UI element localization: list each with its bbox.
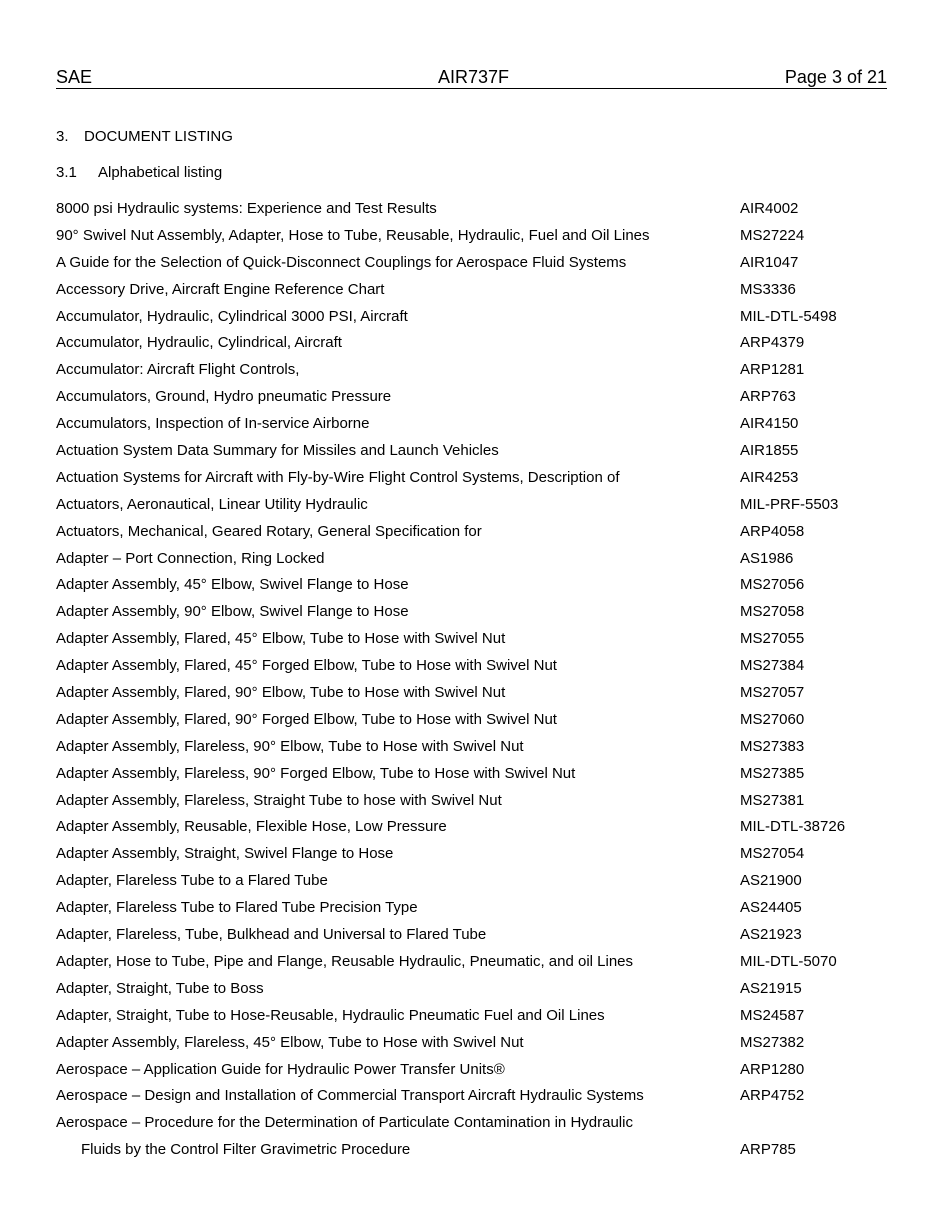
- document-title: Actuation System Data Summary for Missiles and Launch Vehicles: [56, 442, 499, 460]
- document-code: ARP1280: [740, 1060, 805, 1078]
- document-title: A Guide for the Selection of Quick-Disconnect Couplings for Aerospace Fluid Systems: [56, 253, 627, 271]
- document-title: Fluids by the Control Filter Gravimetric Procedure: [81, 1141, 411, 1159]
- document-code: MS27057: [740, 684, 805, 702]
- listing-row: [56, 629, 887, 656]
- alphabetical-listing: [56, 199, 887, 1167]
- document-title: Adapter Assembly, Reusable, Flexible Hose, Low Pressure: [56, 818, 447, 836]
- document-code: MS27381: [740, 791, 805, 809]
- document-title: Adapter Assembly, Straight, Swivel Flange to Hose: [56, 845, 394, 863]
- listing-row: [56, 414, 887, 441]
- listing-row: [56, 683, 887, 710]
- listing-row: [56, 844, 887, 871]
- listing-row: [56, 280, 887, 307]
- document-title: Adapter Assembly, Flareless, Straight Tube to hose with Swivel Nut: [56, 791, 502, 809]
- document-title: Actuators, Aeronautical, Linear Utility Hydraulic: [56, 495, 368, 513]
- listing-row: [56, 549, 887, 576]
- document-code: MS27060: [740, 710, 805, 728]
- document-title: Accumulator, Hydraulic, Cylindrical, Aircraft: [56, 334, 342, 352]
- listing-row: [56, 1060, 887, 1087]
- document-title: Accumulators, Inspection of In-service Airborne: [56, 415, 370, 433]
- listing-row: [56, 791, 887, 818]
- document-title: Adapter, Straight, Tube to Boss: [56, 979, 264, 997]
- document-code: AIR4253: [740, 468, 799, 486]
- listing-row: [56, 1033, 887, 1060]
- page-header: [56, 66, 887, 89]
- listing-row: [56, 575, 887, 602]
- header-organization: SAE: [56, 67, 93, 87]
- document-title: Aerospace – Design and Installation of Commercial Transport Aircraft Hydraulic Systems: [56, 1087, 644, 1105]
- section-number: 3.: [56, 128, 69, 145]
- document-code: MS27056: [740, 576, 805, 594]
- document-title: Adapter, Flareless Tube to a Flared Tube: [56, 872, 328, 890]
- document-code: AS1986: [740, 549, 794, 567]
- document-title: Aerospace – Procedure for the Determination of Particulate Contamination in Hydraulic: [56, 1114, 633, 1132]
- document-title: Adapter, Flareless, Tube, Bulkhead and Universal to Flared Tube: [56, 926, 487, 944]
- document-code: MIL-PRF-5503: [740, 495, 839, 513]
- listing-row: [56, 522, 887, 549]
- document-code: MS24587: [740, 1006, 805, 1024]
- listing-row: [56, 307, 887, 334]
- header-page-number: Page 3 of 21: [784, 67, 887, 87]
- document-code: MIL-DTL-38726: [740, 818, 846, 836]
- document-code: AS21915: [740, 979, 802, 997]
- document-code: MS27384: [740, 657, 805, 675]
- document-code: ARP4379: [740, 334, 805, 352]
- listing-row: [56, 1086, 887, 1113]
- document-code: AIR1855: [740, 442, 799, 460]
- document-code: MIL-DTL-5498: [740, 307, 837, 325]
- document-title: Aerospace – Application Guide for Hydraulic Power Transfer Units®: [56, 1060, 505, 1078]
- listing-row: [56, 387, 887, 414]
- listing-row: [56, 495, 887, 522]
- document-code: MS27058: [740, 603, 805, 621]
- document-title: Adapter Assembly, Flareless, 90° Elbow, Tube to Hose with Swivel Nut: [56, 737, 524, 755]
- document-title: Adapter – Port Connection, Ring Locked: [56, 549, 325, 567]
- document-code: MS27383: [740, 737, 805, 755]
- document-code: MIL-DTL-5070: [740, 952, 837, 970]
- document-title: Adapter Assembly, Flared, 45° Forged Elbow, Tube to Hose with Swivel Nut: [56, 657, 557, 675]
- listing-row: [56, 656, 887, 683]
- listing-row: [56, 1140, 887, 1167]
- document-title: Adapter Assembly, Flared, 90° Forged Elbow, Tube to Hose with Swivel Nut: [56, 710, 557, 728]
- listing-row: [56, 952, 887, 979]
- section-title: DOCUMENT LISTING: [84, 128, 233, 145]
- listing-row: [56, 737, 887, 764]
- document-title: 90° Swivel Nut Assembly, Adapter, Hose to Tube, Reusable, Hydraulic, Fuel and Oil Lines: [56, 226, 650, 244]
- document-code: MS27224: [740, 226, 805, 244]
- document-code: MS27385: [740, 764, 805, 782]
- listing-row: [56, 764, 887, 791]
- document-code: MS3336: [740, 280, 796, 298]
- document-title: Adapter Assembly, Flareless, 90° Forged Elbow, Tube to Hose with Swivel Nut: [56, 764, 576, 782]
- listing-row: [56, 710, 887, 737]
- listing-row: [56, 817, 887, 844]
- subsection-number: 3.1: [56, 164, 77, 181]
- document-title: Adapter Assembly, 90° Elbow, Swivel Flange to Hose: [56, 603, 409, 621]
- section-heading: [56, 127, 233, 147]
- document-code: MS27054: [740, 845, 805, 863]
- document-title: Adapter Assembly, Flareless, 45° Elbow, Tube to Hose with Swivel Nut: [56, 1033, 524, 1051]
- document-code: ARP1281: [740, 361, 805, 379]
- document-title: Actuation Systems for Aircraft with Fly-by-Wire Flight Control Systems, Description of: [56, 468, 620, 486]
- listing-row: [56, 441, 887, 468]
- document-code: AS21923: [740, 926, 802, 944]
- listing-row: [56, 360, 887, 387]
- document-code: MS27055: [740, 630, 805, 648]
- subsection-title: Alphabetical listing: [98, 164, 223, 181]
- document-title: Adapter Assembly, Flared, 45° Elbow, Tube to Hose with Swivel Nut: [56, 630, 506, 648]
- document-title: Adapter, Straight, Tube to Hose-Reusable, Hydraulic Pneumatic Fuel and Oil Lines: [56, 1006, 605, 1024]
- listing-row: [56, 1006, 887, 1033]
- document-title: Adapter Assembly, Flared, 90° Elbow, Tube to Hose with Swivel Nut: [56, 684, 506, 702]
- listing-row: [56, 199, 887, 226]
- document-title: Accessory Drive, Aircraft Engine Reference Chart: [56, 280, 385, 298]
- listing-row: [56, 468, 887, 495]
- document-title: Adapter, Hose to Tube, Pipe and Flange, Reusable Hydraulic, Pneumatic, and oil Lines: [56, 952, 634, 970]
- document-code: AIR1047: [740, 253, 799, 271]
- listing-row: [56, 925, 887, 952]
- listing-row: [56, 1113, 887, 1140]
- document-code: AIR4002: [740, 200, 799, 217]
- document-title: Actuators, Mechanical, Geared Rotary, General Specification for: [56, 522, 482, 540]
- listing-row: [56, 979, 887, 1006]
- document-code: AIR4150: [740, 415, 799, 433]
- subsection-heading: [56, 163, 222, 183]
- document-code: ARP4752: [740, 1087, 805, 1105]
- document-code: ARP4058: [740, 522, 805, 540]
- document-code: ARP763: [740, 388, 796, 406]
- listing-row: [56, 898, 887, 925]
- header-document-number: AIR737F: [438, 67, 510, 87]
- document-code: AS24405: [740, 899, 802, 917]
- document-title: Adapter, Flareless Tube to Flared Tube Precision Type: [56, 899, 418, 917]
- document-title: 8000 psi Hydraulic systems: Experience and Test Results: [56, 200, 437, 217]
- document-title: Accumulator, Hydraulic, Cylindrical 3000 PSI, Aircraft: [56, 307, 408, 325]
- document-code: MS27382: [740, 1033, 805, 1051]
- document-title: Adapter Assembly, 45° Elbow, Swivel Flange to Hose: [56, 576, 409, 594]
- listing-row: [56, 226, 887, 253]
- listing-row: [56, 602, 887, 629]
- document-title: Accumulators, Ground, Hydro pneumatic Pressure: [56, 388, 392, 406]
- listing-row: [56, 253, 887, 280]
- document-title: Accumulator: Aircraft Flight Controls,: [56, 361, 300, 379]
- listing-row: [56, 333, 887, 360]
- document-code: AS21900: [740, 872, 802, 890]
- listing-row: [56, 871, 887, 898]
- document-code: ARP785: [740, 1141, 796, 1159]
